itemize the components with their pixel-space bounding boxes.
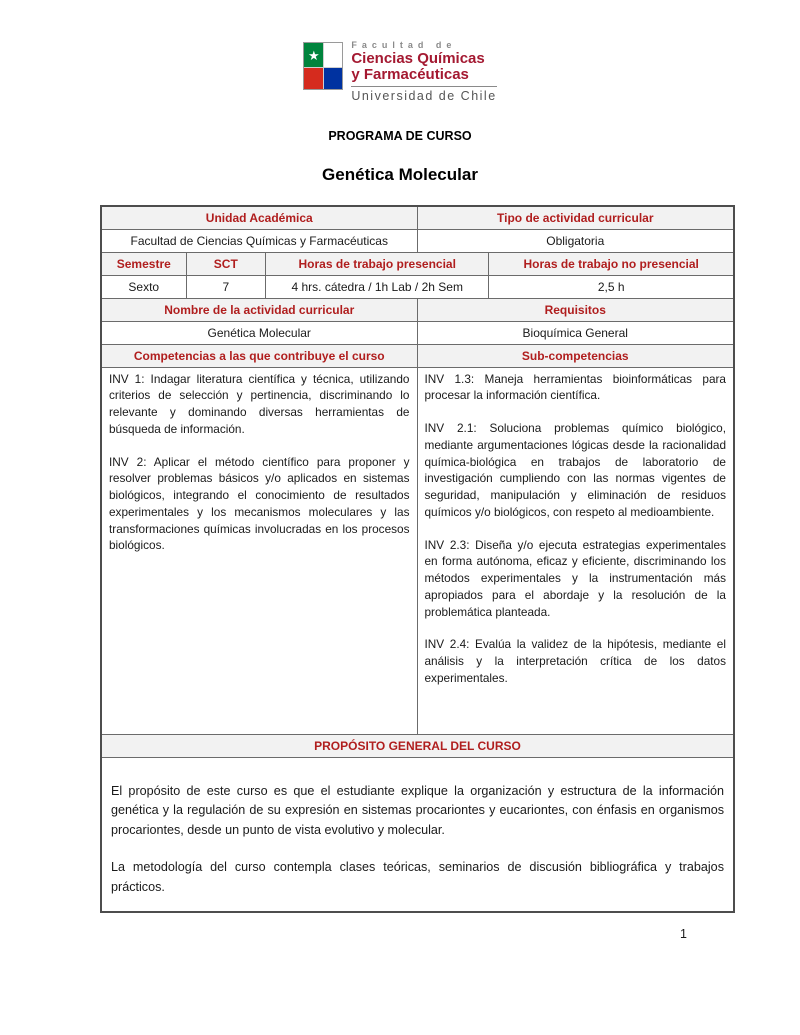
header-semestre: Semestre <box>102 253 187 275</box>
header-subcompetencias: Sub-competencias <box>418 345 734 367</box>
header-tipo-actividad: Tipo de actividad curricular <box>418 207 734 229</box>
logo-faculty-name-line2: y Farmacéuticas <box>351 65 469 83</box>
value-tipo-actividad: Obligatoria <box>546 233 605 248</box>
header-horas-no-presencial: Horas de trabajo no presencial <box>489 253 733 275</box>
logo-text-block <box>351 40 496 103</box>
competencia-paragraph: INV 1: Indagar literatura científica y técnica, utilizando criterios de selección y pertinencia, discriminando lo relevante y dominando diversas herramientas de búsqueda de información. <box>109 371 410 436</box>
proposito-paragraph: El propósito de este curso es que el estudiante explique la organización y estructura de la información genética y la regulación de su expresión en sistemas procariontes y eucariontes, con énfasis en organismos procariontes, desde un punto de vista evolutivo y molecular. <box>111 783 724 837</box>
header-proposito: PROPÓSITO GENERAL DEL CURSO <box>102 735 733 757</box>
table-row-nombre-values <box>102 322 733 345</box>
university-shield-logo <box>303 42 343 90</box>
header-unidad-academica: Unidad Académica <box>102 207 418 229</box>
value-requisitos: Bioquímica General <box>522 325 628 340</box>
table-row-unidad-values <box>102 230 733 253</box>
table-row-competencias-header <box>102 345 733 368</box>
proposito-cell <box>102 758 733 912</box>
page-number: 1 <box>680 927 687 942</box>
table-row-competencias-content <box>102 368 733 735</box>
document-title: PROGRAMA DE CURSO <box>328 128 472 143</box>
value-sct: 7 <box>187 276 267 298</box>
header-sct: SCT <box>187 253 267 275</box>
star-icon: ★ <box>308 47 320 63</box>
competencia-paragraph: INV 2: Aplicar el método científico para proponer y resolver problemas básicos y/o aplicados en sistemas biológicos, integrando el conocimiento de resultados experimentales y los mecanismos moleculares y las transformaciones químicas involucradas en los procesos biológicos. <box>109 454 410 553</box>
value-horas-no-presencial: 2,5 h <box>597 279 625 294</box>
logo-faculty-small-text: Facultad de <box>351 40 457 50</box>
table-row-horas-header <box>102 253 733 276</box>
value-nombre-actividad: Genética Molecular <box>102 322 418 344</box>
logo-faculty-name-line1: Ciencias Químicas <box>351 50 485 67</box>
subcompetencias-cell <box>418 368 734 734</box>
table-row-proposito-header <box>102 735 733 758</box>
header-competencias: Competencias a las que contribuye el curso <box>102 345 418 367</box>
competencias-cell <box>102 368 418 734</box>
table-row-proposito-content <box>102 758 733 912</box>
shield-blue-quadrant <box>323 67 342 89</box>
shield-white-quadrant <box>323 43 342 67</box>
subcompetencia-paragraph: INV 1.3: Maneja herramientas bioinformáticas para procesar la información científica. <box>424 371 726 403</box>
subcompetencia-paragraph: INV 2.3: Diseña y/o ejecuta estrategias experimentales en forma autónoma, eficaz y eficiente, discriminando los métodos experimentales y la instrumentación más apropiados para el abordaje y la resolución de la problemática planteada. <box>424 537 726 619</box>
header-nombre-actividad: Nombre de la actividad curricular <box>102 299 418 321</box>
table-row-nombre-header <box>102 299 733 322</box>
header-requisitos: Requisitos <box>418 299 734 321</box>
subcompetencia-paragraph: INV 2.1: Soluciona problemas químico biológico, mediante argumentaciones lógicas desde la racionalidad química-biológica en trabajos de laboratorio de investigación cumpliendo con las normas vigentes de seguridad, manipulación y eliminación de residuos químicos y/o biológicos, con respeto al medioambiente. <box>424 421 726 519</box>
subcompetencia-paragraph: INV 2.4: Evalúa la validez de la hipótesis, mediante el análisis y la interpretación crítica de los datos experimentales. <box>424 637 726 685</box>
course-title: Genética Molecular <box>322 164 478 184</box>
header-horas-presencial: Horas de trabajo presencial <box>266 253 489 275</box>
value-unidad-academica: Facultad de Ciencias Químicas y Farmacéuticas <box>102 230 418 252</box>
shield-red-quadrant <box>304 67 323 89</box>
table-row-horas-values <box>102 276 733 299</box>
value-horas-presencial: 4 hrs. cátedra / 1h Lab / 2h Sem <box>266 276 489 298</box>
table-row-unidad-header <box>102 207 733 230</box>
proposito-paragraph: La metodología del curso contempla clases teóricas, seminarios de discusión bibliográfica y trabajos prácticos. <box>111 860 724 894</box>
university-logo <box>0 40 800 103</box>
value-semestre: Sexto <box>102 276 187 298</box>
course-program-table <box>100 205 735 914</box>
logo-university-name: Universidad de Chile <box>351 86 496 103</box>
shield-green-quadrant <box>304 43 323 67</box>
